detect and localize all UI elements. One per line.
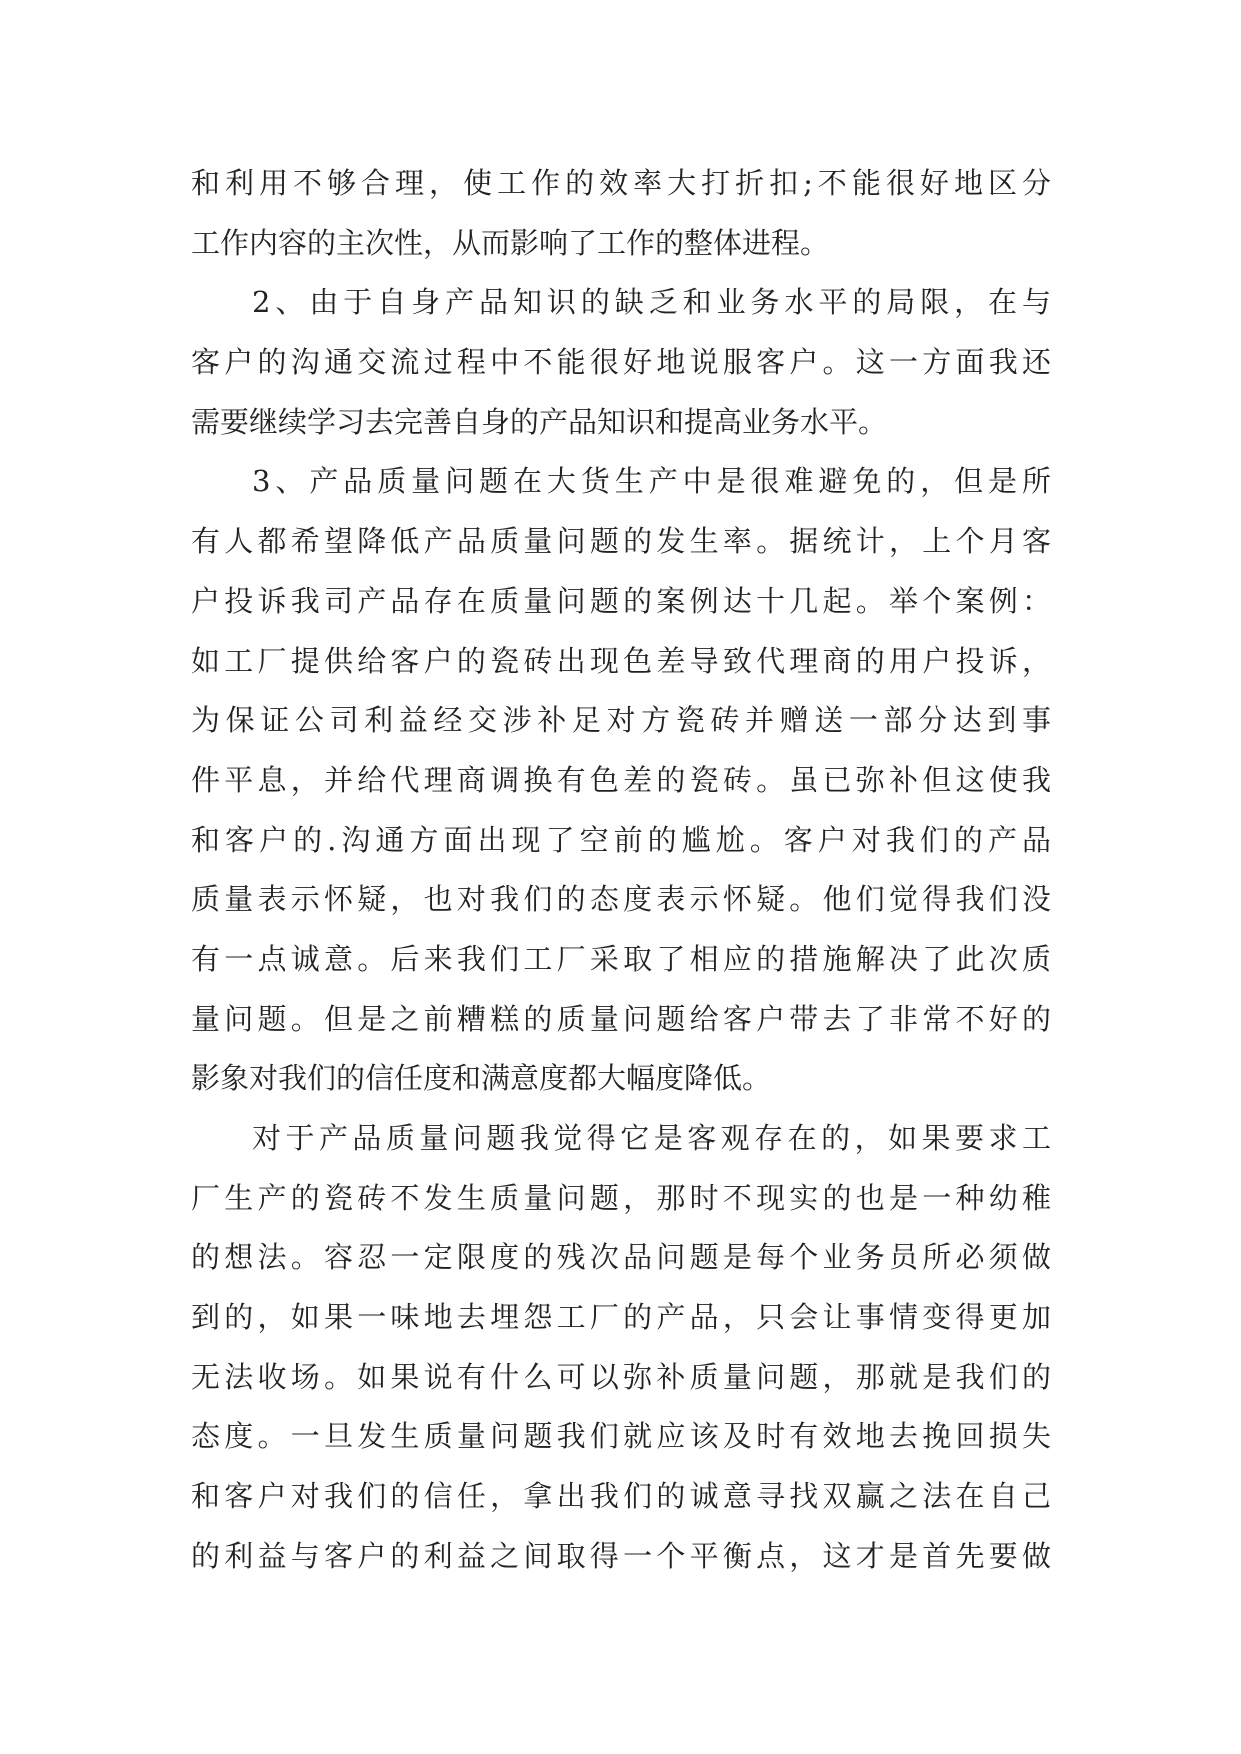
text-line: 量问题。但是之前糟糕的质量问题给客户带去了非常不好的 (191, 1001, 1051, 1036)
text-line: 如工厂提供给客户的瓷砖出现色差导致代理商的用户投诉， (191, 643, 1051, 678)
text-line: 态度。一旦发生质量问题我们就应该及时有效地去挽回损失 (191, 1419, 1051, 1454)
text-line: 为保证公司利益经交涉补足对方瓷砖并赠送一部分达到事 (191, 703, 1051, 738)
text-line: 对于产品质量问题我觉得它是客观存在的，如果要求工 (252, 1121, 1051, 1155)
text-line: 的想法。容忍一定限度的残次品问题是每个业务员所必须做 (191, 1240, 1051, 1275)
text-line: 的利益与客户的利益之间取得一个平衡点，这才是首先要做 (191, 1538, 1051, 1573)
text-line: 质量表示怀疑，也对我们的态度表示怀疑。他们觉得我们没 (191, 882, 1051, 917)
text-line: 户投诉我司产品存在质量问题的案例达十几起。举个案例： (191, 583, 1051, 618)
text-line: 有一点诚意。后来我们工厂采取了相应的措施解决了此次质 (191, 941, 1051, 976)
text-line: 厂生产的瓷砖不发生质量问题，那时不现实的也是一种幼稚 (191, 1180, 1051, 1215)
text-line: 影象对我们的信任度和满意度都大幅度降低。 (191, 1061, 772, 1096)
text-line: 到的，如果一味地去埋怨工厂的产品，只会让事情变得更加 (191, 1300, 1051, 1335)
text-line: 客户的沟通交流过程中不能很好地说服客户。这一方面我还 (191, 345, 1051, 380)
text-line: 件平息，并给代理商调换有色差的瓷砖。虽已弥补但这使我 (191, 762, 1051, 797)
text-line: 工作内容的主次性，从而影响了工作的整体进程。 (191, 225, 830, 260)
document-page (191, 154, 1051, 1587)
text-line: 和客户对我们的信任，拿出我们的诚意寻找双赢之法在自己 (191, 1479, 1051, 1514)
text-line: 2、由于自身产品知识的缺乏和业务水平的局限，在与 (252, 285, 1051, 320)
text-line: 无法收场。如果说有什么可以弥补质量问题，那就是我们的 (191, 1359, 1051, 1394)
text-line: 有人都希望降低产品质量问题的发生率。据统计，上个月客 (191, 524, 1051, 559)
text-line: 3、产品质量问题在大货生产中是很难避免的，但是所 (252, 464, 1051, 499)
text-line: 需要继续学习去完善自身的产品知识和提高业务水平。 (191, 404, 888, 439)
text-line: 和利用不够合理，使工作的效率大打折扣;不能很好地区分 (191, 166, 1051, 200)
text-line: 和客户的.沟通方面出现了空前的尴尬。客户对我们的产品 (191, 822, 1051, 857)
